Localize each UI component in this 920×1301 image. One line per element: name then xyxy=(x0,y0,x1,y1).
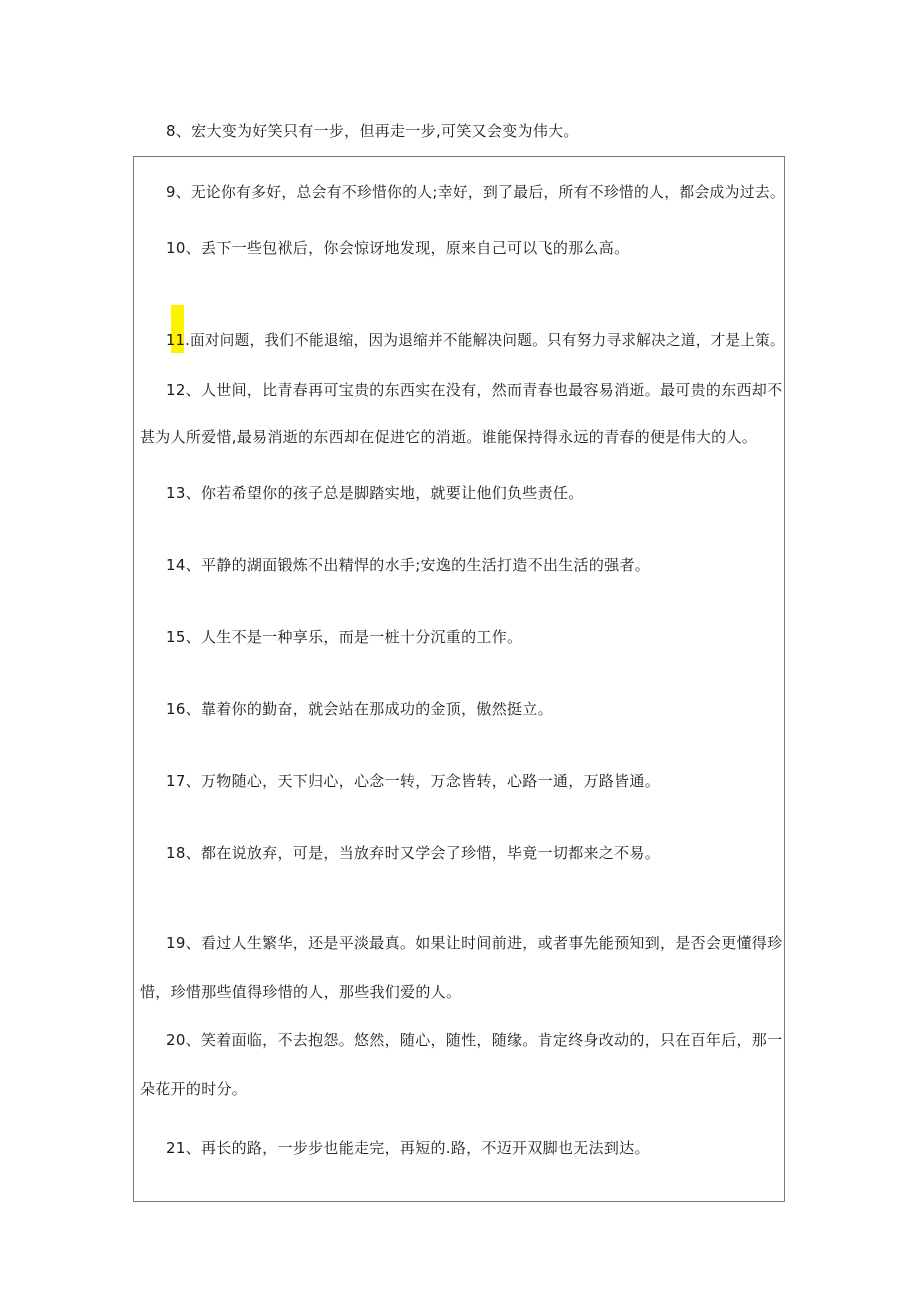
quote-14: 14、平静的湖面锻炼不出精悍的水手;安逸的生活打造不出生活的强者。 xyxy=(166,556,651,574)
quote-9: 9、无论你有多好，总会有不珍惜你的人;幸好，到了最后，所有不珍惜的人，都会成为过去。 xyxy=(166,183,786,201)
quote-13: 13、你若希望你的孩子总是脚踏实地，就要让他们负些责任。 xyxy=(166,484,584,502)
quote-19-line-1: 19、看过人生繁华，还是平淡最真。如果让时间前进，或者事先能预知到，是否会更懂得珍 xyxy=(166,934,783,952)
quote-16: 16、靠着你的勤奋，就会站在那成功的金顶，傲然挺立。 xyxy=(166,700,553,718)
quote-10: 10、丢下一些包袱后，你会惊讶地发现，原来自己可以飞的那么高。 xyxy=(166,239,630,257)
quote-18: 18、都在说放弃，可是，当放弃时又学会了珍惜，毕竟一切都来之不易。 xyxy=(166,844,660,862)
quote-20-line-1: 20、笑着面临，不去抱怨。悠然，随心，随性，随缘。肯定终身改动的，只在百年后，那一 xyxy=(166,1031,783,1049)
quote-19-line-2: 惜，珍惜那些值得珍惜的人，那些我们爱的人。 xyxy=(140,983,462,1001)
quote-17: 17、万物随心，天下归心，心念一转，万念皆转，心路一通，万路皆通。 xyxy=(166,772,660,790)
quote-20-line-2: 朵花开的时分。 xyxy=(140,1080,248,1098)
quote-11: 11.面对问题，我们不能退缩，因为退缩并不能解决问题。只有努力寻求解决之道，才是上策。 xyxy=(166,331,785,349)
quote-8: 8、宏大变为好笑只有一步，但再走一步,可笑又会变为伟大。 xyxy=(166,122,579,140)
quote-12-line-1: 12、人世间，比青春再可宝贵的东西实在没有，然而青春也最容易消逝。最可贵的东西却不 xyxy=(166,381,783,399)
quote-15: 15、人生不是一种享乐，而是一桩十分沉重的工作。 xyxy=(166,628,523,646)
quote-12-line-2: 甚为人所爱惜,最易消逝的东西却在促进它的消逝。谁能保持得永远的青春的便是伟大的人。 xyxy=(140,428,758,446)
quote-21: 21、再长的路，一步步也能走完，再短的.路，不迈开双脚也无法到达。 xyxy=(166,1139,650,1157)
